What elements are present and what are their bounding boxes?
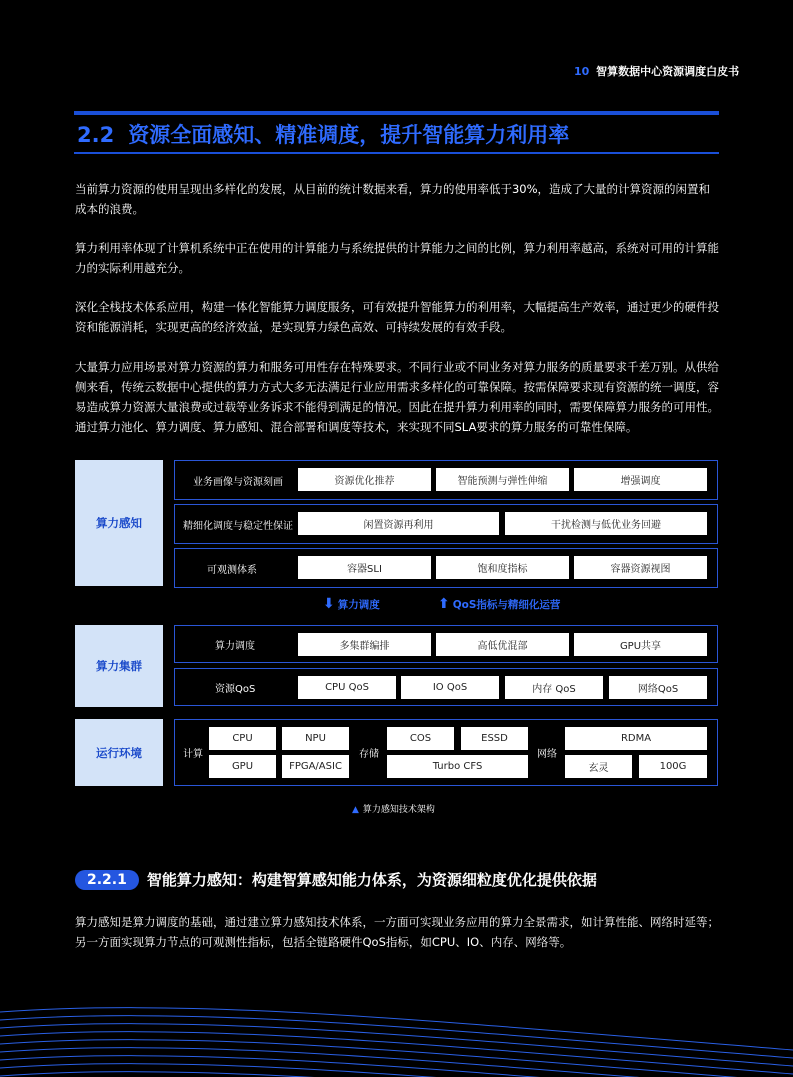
row-label: 资源QoS bbox=[215, 684, 256, 695]
diagram-cell: CPU bbox=[209, 727, 276, 750]
row-label: 精细化调度与稳定性保证 bbox=[183, 521, 293, 532]
storage-label: 存储 bbox=[359, 749, 379, 760]
row-label: 业务画像与资源刻画 bbox=[193, 477, 283, 488]
subsection-title bbox=[75, 869, 597, 890]
diagram-cell: 多集群编排 bbox=[298, 633, 431, 656]
diagram-cell: COS bbox=[387, 727, 454, 750]
diagram-cell: 高低优混部 bbox=[436, 633, 569, 656]
diagram-cell: NPU bbox=[282, 727, 349, 750]
row-fine-scheduling bbox=[174, 504, 718, 544]
paragraph-5: 算力感知是算力调度的基础，通过建立算力感知技术体系，一方面可实现业务应用的算力全景需求，如计算性能、网络时延等；另一方面实现算力节点的可观测性指标，包括全链路硬件QoS指标，如CPU、IO、内存、网络等。 bbox=[75, 915, 719, 949]
row-observability bbox=[174, 548, 718, 588]
triangle-icon: ▲ bbox=[352, 805, 359, 815]
doc-title: 智算数据中心资源调度白皮书 bbox=[596, 65, 740, 78]
diagram-cell: FPGA/ASIC bbox=[282, 755, 349, 778]
paragraph-4: 大量算力应用场景对算力资源的算力和服务可用性存在特殊要求。不同行业或不同业务对算力服务的质量要求千差万别。从供给侧来看，传统云数据中心提供的算力方式大多无法满足行业应用需求多样化的可靠保障。按需保障要求现有资源的统一调度，容易造成算力资源大量浪费或过载等业务诉求不能得到满足的情况。因此在提升算力利用率的同时，需要保障算力服务的可用性。通过算力池化、算力调度、算力感知、混合部署和调度等技术，来实现不同SLA要求的算力服务的可靠性保障。 bbox=[75, 360, 719, 434]
diagram-cell: RDMA bbox=[565, 727, 707, 750]
diagram-cell: 容器资源视图 bbox=[574, 556, 707, 579]
diagram-cell: IO QoS bbox=[401, 676, 499, 699]
row-profile bbox=[174, 460, 718, 500]
arrow-up-label: QoS指标与精细化运营 bbox=[452, 599, 561, 611]
paragraph-3: 深化全栈技术体系应用，构建一体化智能算力调度服务，可有效提升智能算力的利用率，大幅提高生产效率，通过更少的硬件投资和能源消耗，实现更高的经济效益，是实现算力绿色高效、可持续发展的有效手段。 bbox=[75, 300, 719, 334]
section-title bbox=[77, 119, 569, 149]
diagram-cell: 干扰检测与低优业务回避 bbox=[505, 512, 707, 535]
page-number: 10 bbox=[574, 65, 590, 78]
arrow-down-label: 算力调度 bbox=[337, 599, 380, 611]
diagram-cell: 饱和度指标 bbox=[436, 556, 569, 579]
diagram-cell: 100G bbox=[639, 755, 707, 778]
arrow-down-label-wrap bbox=[323, 596, 380, 612]
wave-decoration bbox=[0, 990, 793, 1077]
section-heading: 资源全面感知、精准调度，提升智能算力利用率 bbox=[128, 123, 570, 147]
subsection-heading: 智能算力感知：构建智算感知能力体系，为资源细粒度优化提供依据 bbox=[146, 871, 597, 889]
side-label-runtime-env: 运行环境 bbox=[75, 719, 163, 786]
arrow-down-icon: ⬇ bbox=[323, 596, 335, 612]
page-header bbox=[574, 63, 739, 79]
arrow-up-label-wrap bbox=[438, 596, 560, 612]
diagram-cell: 智能预测与弹性伸缩 bbox=[436, 468, 569, 491]
row-resource-qos bbox=[174, 668, 718, 706]
compute-label: 计算 bbox=[183, 749, 203, 760]
paragraph-1: 当前算力资源的使用呈现出多样化的发展，从目前的统计数据来看，算力的使用率低于30%，造成了大量的计算资源的闲置和成本的浪费。 bbox=[75, 182, 711, 216]
diagram-cell: 内存 QoS bbox=[505, 676, 603, 699]
title-top-rule bbox=[74, 111, 719, 115]
diagram-cell: Turbo CFS bbox=[387, 755, 528, 778]
diagram-cell: GPU bbox=[209, 755, 276, 778]
row-compute-scheduling bbox=[174, 625, 718, 663]
arrow-up-icon: ⬆ bbox=[438, 596, 450, 612]
title-bottom-rule bbox=[74, 152, 719, 154]
paragraph-2: 算力利用率体现了计算机系统中正在使用的计算能力与系统提供的计算能力之间的比例，算力利用率越高，系统对可用的计算能力的实际利用越充分。 bbox=[75, 241, 719, 275]
diagram-cell: GPU共享 bbox=[574, 633, 707, 656]
diagram-cell: 增强调度 bbox=[574, 468, 707, 491]
architecture-diagram bbox=[75, 460, 720, 790]
row-label: 算力调度 bbox=[215, 641, 255, 652]
diagram-cell: 玄灵 bbox=[565, 755, 632, 778]
diagram-cell: 资源优化推荐 bbox=[298, 468, 431, 491]
diagram-cell: CPU QoS bbox=[298, 676, 396, 699]
diagram-cell: ESSD bbox=[461, 727, 528, 750]
subsection-number: 2.2.1 bbox=[75, 870, 139, 890]
diagram-cell: 网络QoS bbox=[609, 676, 707, 699]
figure-caption bbox=[352, 802, 435, 815]
row-runtime-env bbox=[174, 719, 718, 786]
row-label: 可观测体系 bbox=[207, 565, 257, 576]
side-label-compute-cluster: 算力集群 bbox=[75, 625, 163, 707]
caption-text: 算力感知技术架构 bbox=[362, 805, 435, 815]
network-label: 网络 bbox=[537, 749, 557, 760]
section-number: 2.2 bbox=[77, 123, 115, 147]
diagram-cell: 闲置资源再利用 bbox=[298, 512, 499, 535]
side-label-compute-awareness: 算力感知 bbox=[75, 460, 163, 586]
diagram-cell: 容器SLI bbox=[298, 556, 431, 579]
